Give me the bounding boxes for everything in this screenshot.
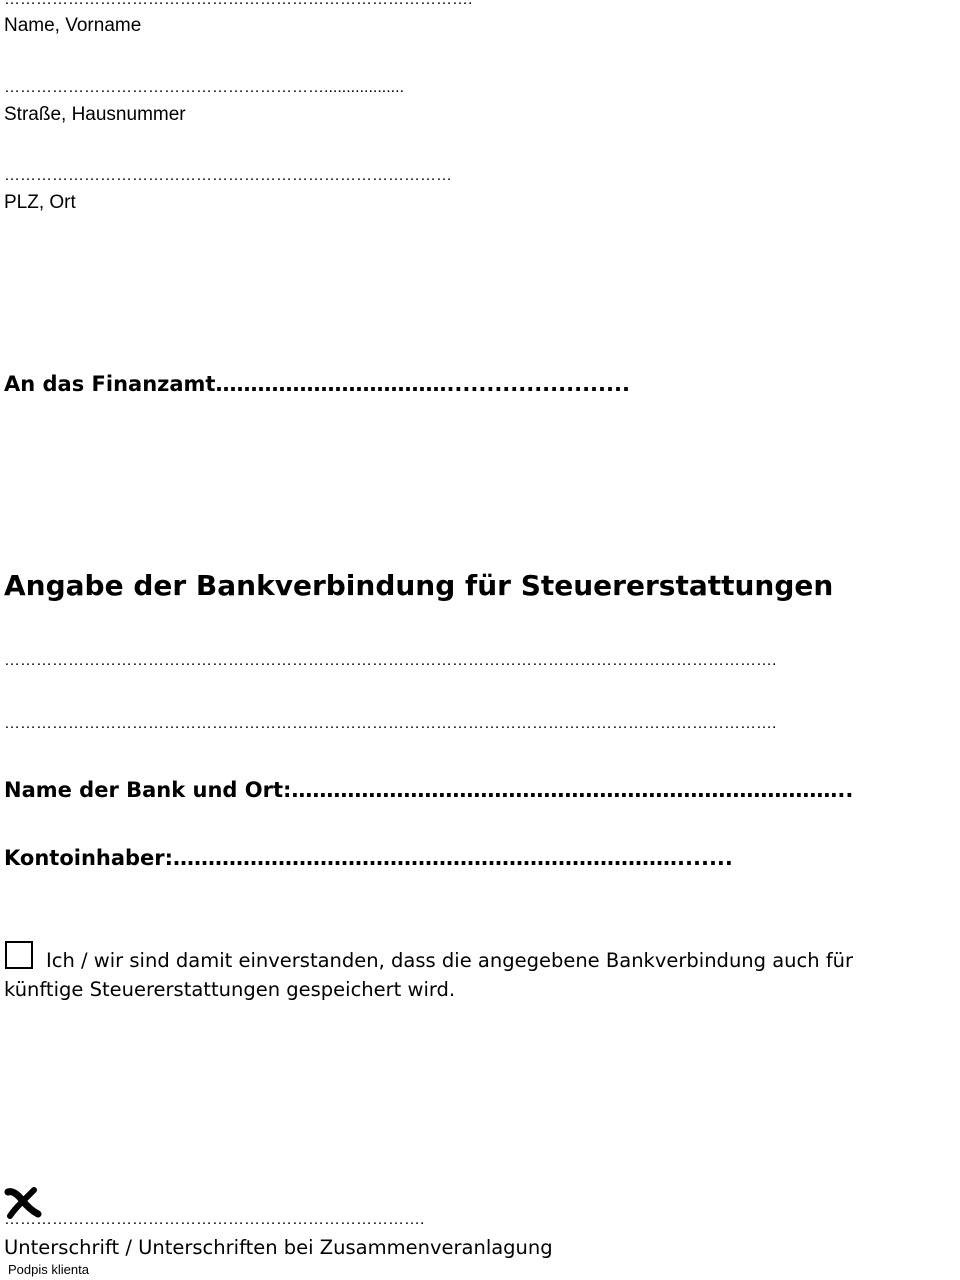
consent-text-line-2: künftige Steuererstattungen gespeichert wird. <box>4 978 456 1001</box>
name-label: Name, Vorname <box>4 15 142 36</box>
tax-office-field[interactable]: An das Finanzamt……………………………....................... <box>4 372 630 396</box>
street-label: Straße, Hausnummer <box>4 104 186 125</box>
consent-text-line-1: Ich / wir sind damit einverstanden, dass die angegebene Bankverbindung auch für <box>46 949 854 972</box>
bank-name-field[interactable]: Name der Bank und Ort:…………………………………………………………………….. <box>4 778 854 802</box>
blank-line-2[interactable]: ………………………………………………………………………………………………………………………………. <box>4 715 777 732</box>
signature-label: Unterschrift / Unterschriften bei Zusammenveranlagung <box>4 1236 553 1259</box>
city-label: PLZ, Ort <box>4 192 76 213</box>
city-dotted-line[interactable]: ………………………………………………………………………… <box>4 167 452 184</box>
client-signature-label: Podpis klienta <box>8 1262 89 1277</box>
consent-checkbox[interactable] <box>5 941 33 969</box>
street-dotted-line[interactable]: …………………………………………………….................. <box>4 79 405 96</box>
account-holder-field[interactable]: Kontoinhaber:………………………………………………………………....... <box>4 846 733 870</box>
blank-line-1[interactable]: ………………………………………………………………………………………………………………………………. <box>4 652 777 669</box>
signature-dotted-line[interactable]: ……………………………………………………………………. <box>4 1211 425 1228</box>
page-title: Angabe der Bankverbindung für Steuererstattungen <box>4 569 834 602</box>
name-dotted-line[interactable] <box>4 0 472 9</box>
